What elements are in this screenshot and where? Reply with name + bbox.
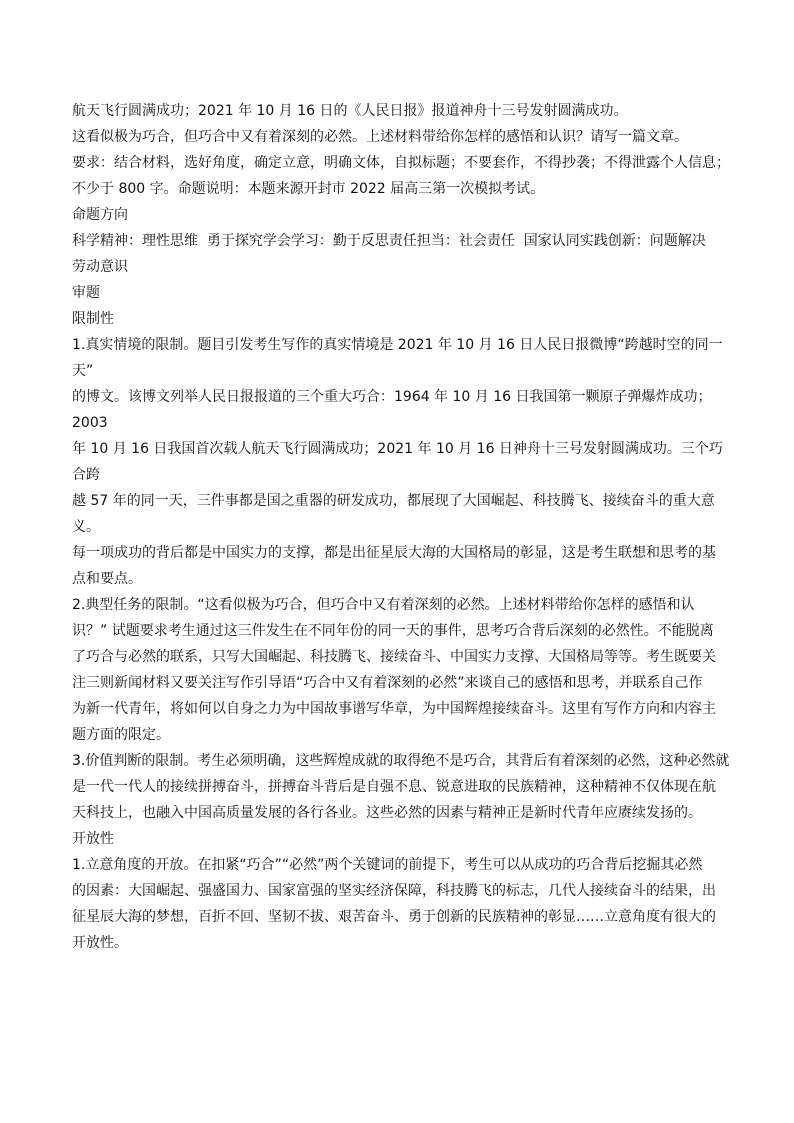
p3-line-0: 3.价值判断的限制。考生必须明确，这些辉煌成就的取得绝不是巧合，其背后有着深刻的必然，这种必然就: [72, 753, 730, 769]
p1-line-3: 越 57 年的同一天，三件事都是国之重器的研发成功，都展现了大国崛起、科技腾飞、接续奋斗的重大意义。: [72, 493, 715, 535]
p1-line-4: 每一项成功的背后都是中国实力的支撑，都是出征星辰大海的大国格局的彰显，这是考生联想和思考的基: [72, 545, 716, 561]
p1-line-0: 1.真实情境的限制。题目引发考生写作的真实情境是 2021 年 10 月 16 日人民日报微博“跨越时空的同一天”: [72, 337, 723, 379]
p2-line-5: 题方面的限定。: [72, 727, 170, 743]
p2-line-2: 了巧合与必然的联系，只写大国崛起、科技腾飞、接续奋斗、中国实力支撑、大国格局等等。考生既要关: [72, 649, 716, 665]
p2-line-1: 识？” 试题要求考生通过这三件发生在不同年份的同一天的事件，思考巧合背后深刻的必然性。不能脱离: [72, 623, 714, 639]
p4-line-0: 1.立意角度的开放。在扣紧“巧合”“必然”两个关键词的前提下，考生可以从成功的巧合背后挖掘其必然: [72, 857, 703, 873]
intro-line-1: 航天飞行圆满成功；2021 年 10 月 16 日的《人民日报》报道神舟十三号发射圆满成功。: [72, 103, 628, 119]
p4-line-1: 的因素：大国崛起、强盛国力、国家富强的坚实经济保障，科技腾飞的标志，几代人接续奋斗的结果，出: [72, 883, 716, 899]
direction-line-1: 科学精神：理性思维 勇于探究学会学习：勤于反思责任担当：社会责任 国家认同实践创新：问题解决: [72, 233, 706, 249]
p2-line-0: 2.典型任务的限制。“这看似极为巧合，但巧合中又有着深刻的必然。上述材料带给你怎样的感悟和认: [72, 597, 695, 613]
direction-line-2: 劳动意识: [72, 259, 128, 275]
p1-line-1: 的博文。该博文列举人民日报报道的三个重大巧合：1964 年 10 月 16 日我国第一颗原子弹爆炸成功；2003: [72, 389, 712, 431]
p3-line-2: 天科技上，也融入中国高质量发展的各行各业。这些必然的因素与精神正是新时代青年应赓续发扬的。: [72, 805, 702, 821]
p1-line-2: 年 10 月 16 日我国首次载人航天飞行圆满成功；2021 年 10 月 16 日神舟十三号发射圆满成功。三个巧合跨: [72, 441, 723, 483]
intro-line-4: 不少于 800 字。命题说明：本题来源开封市 2022 届高三第一次模拟考试。: [72, 181, 545, 197]
p4-line-2: 征星辰大海的梦想，百折不回、坚韧不拔、艰苦奋斗、勇于创新的民族精神的彰显……立意角度有很大的: [72, 909, 716, 925]
document-page: [72, 98, 734, 956]
restriction-heading: 限制性: [72, 311, 114, 327]
p2-line-3: 注三则新闻材料又要关注写作引导语“巧合中又有着深刻的必然”来谈自己的感悟和思考，并联系自己作: [72, 675, 703, 691]
p1-line-5: 点和要点。: [72, 571, 142, 587]
intro-line-2: 这看似极为巧合，但巧合中又有着深刻的必然。上述材料带给你怎样的感悟和认识？请写一篇文章。: [72, 129, 688, 145]
review-heading: 审题: [72, 285, 100, 301]
intro-line-3: 要求：结合材料，选好角度，确定立意，明确文体，自拟标题；不要套作，不得抄袭；不得泄露个人信息；: [72, 155, 730, 171]
p4-line-3: 开放性。: [72, 935, 128, 951]
direction-heading: 命题方向: [72, 207, 128, 223]
p3-line-1: 是一代一代人的接续拼搏奋斗，拼搏奋斗背后是自强不息、锐意进取的民族精神，这种精神不仅体现在航: [72, 779, 716, 795]
openness-heading: 开放性: [72, 831, 114, 847]
p2-line-4: 为新一代青年，将如何以自身之力为中国故事谱写华章，为中国辉煌接续奋斗。这里有写作方向和内容主: [72, 701, 716, 717]
